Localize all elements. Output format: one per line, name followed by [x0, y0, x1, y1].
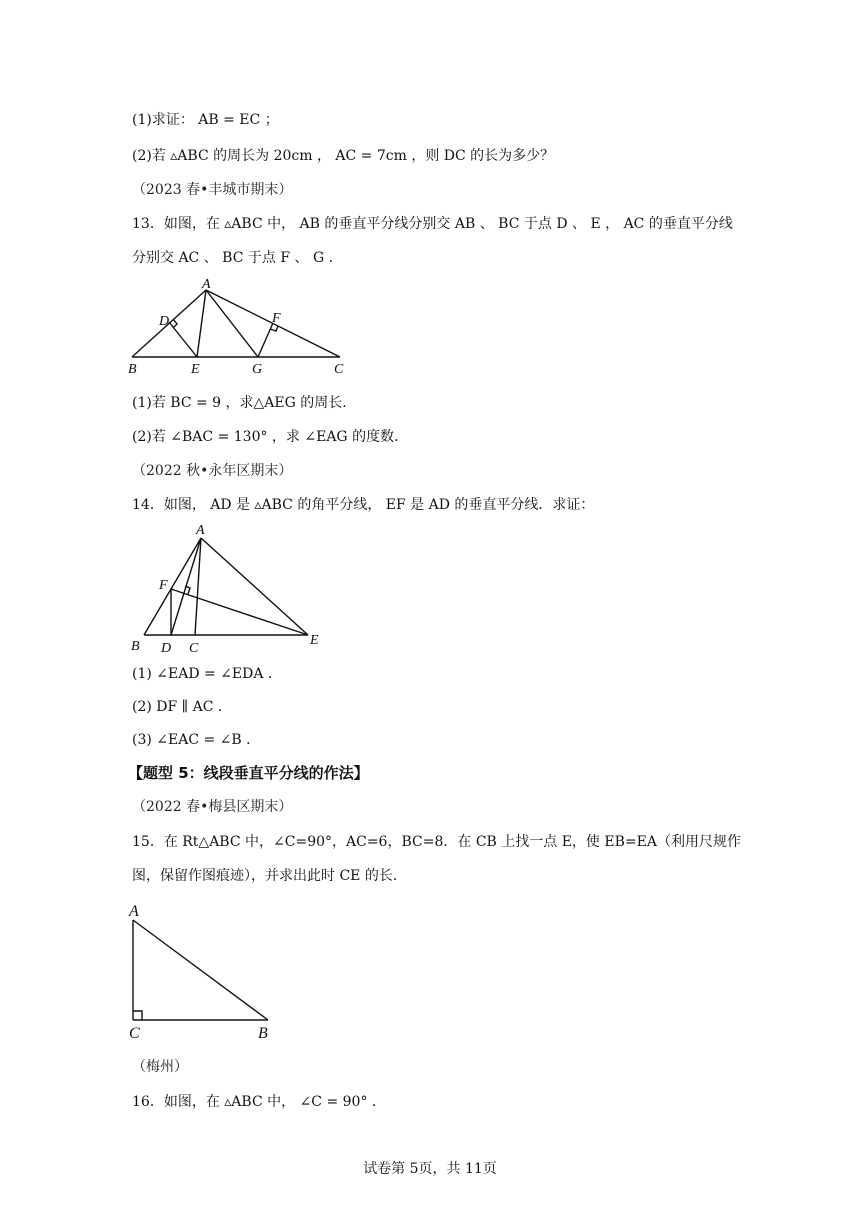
source-note-2: （2022 秋•永年区期末） — [132, 463, 293, 479]
figure-13-triangle — [120, 278, 360, 378]
fig14-label-a: A — [196, 523, 205, 538]
fig15-label-b: B — [258, 1025, 268, 1042]
source-note-4: （梅州） — [132, 1059, 188, 1075]
problem-13-part-2: (2)若 ∠BAC = 130° ，求 ∠EAG 的度数． — [132, 429, 409, 445]
fig13-label-d: D — [159, 314, 170, 329]
problem-16-line-1: 16．如图，在 ▵ABC 中， ∠C = 90° ． — [132, 1094, 386, 1110]
fig14-label-d: D — [161, 641, 172, 656]
fig13-label-a: A — [202, 277, 211, 292]
problem-12-part-2: (2)若 ▵ABC 的周长为 20cm ， AC = 7cm ，则 DC 的长为多少？ — [132, 148, 555, 164]
source-note-1: （2023 春•丰城市期末） — [132, 182, 293, 198]
fig14-label-b: B — [131, 639, 140, 654]
problem-14-part-3: (3) ∠EAC = ∠B ． — [132, 732, 261, 748]
fig14-label-f: F — [159, 578, 168, 593]
fig13-label-g: G — [252, 362, 263, 377]
fig15-label-a: A — [129, 903, 139, 920]
problem-14-part-2: (2) DF ∥ AC ． — [132, 699, 232, 715]
source-note-3: （2022 春•梅县区期末） — [132, 799, 293, 815]
problem-15-line-1: 15．在 Rt△ABC 中，∠C=90°，AC=6，BC=8．在 CB 上找一点 E，使 EB=EA（利用尺规作 — [132, 834, 741, 850]
page-footer: 试卷第 5页，共 11页 — [363, 1161, 497, 1177]
problem-15-line-2: 图，保留作图痕迹），并求出此时 CE 的长． — [132, 868, 407, 884]
fig13-label-f: F — [272, 311, 281, 326]
figure-15-right-triangle — [126, 898, 286, 1043]
problem-13-part-1: (1)若 BC = 9 ，求△AEG 的周长． — [132, 395, 357, 411]
problem-13-line-1: 13．如图，在 ▵ABC 中， AB 的垂直平分线分别交 AB 、 BC 于点 D 、 E ， AC 的垂直平分线 — [132, 216, 733, 232]
figure-14-triangle — [126, 520, 336, 660]
fig13-label-b: B — [128, 362, 137, 377]
fig14-label-c: C — [189, 641, 199, 656]
problem-12-part-1: (1)求证： AB = EC ； — [132, 112, 279, 128]
fig15-label-c: C — [129, 1025, 140, 1042]
fig13-label-c: C — [334, 362, 344, 377]
section-heading-type-5: 【题型 5：线段垂直平分线的作法】 — [128, 764, 369, 782]
problem-14-part-1: (1) ∠EAD = ∠EDA ． — [132, 666, 282, 682]
fig14-label-e: E — [310, 633, 319, 648]
problem-14-line-1: 14．如图， AD 是 ▵ABC 的角平分线， EF 是 AD 的垂直平分线．求证： — [132, 497, 595, 513]
problem-13-line-2: 分别交 AC 、 BC 于点 F 、 G ． — [132, 250, 343, 266]
fig13-label-e: E — [191, 362, 200, 377]
